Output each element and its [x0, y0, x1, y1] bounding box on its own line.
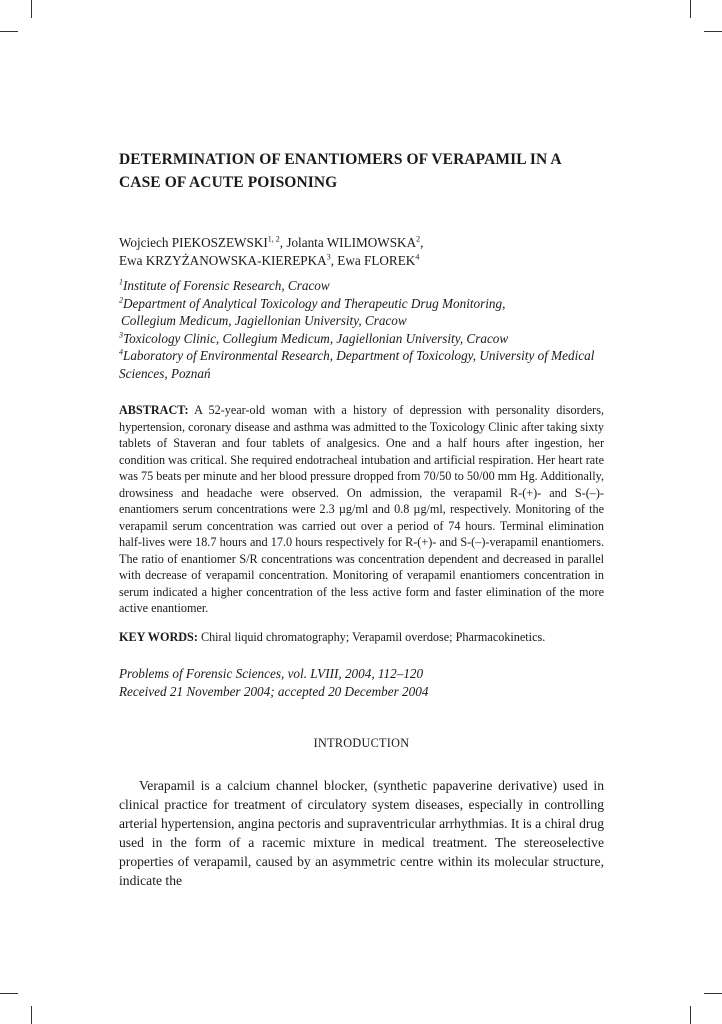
- crop-mark-bottom-left-vertical: [31, 1006, 32, 1024]
- citation: [119, 665, 604, 700]
- introduction-paragraph: Verapamil is a calcium channel blocker, (synthetic papaverine derivative) used in clinical practice for treatment of circulatory system diseases, especially in controlling arterial hypertension, angina pectoris and supraventricular arrhythmias. It is a chiral drug used in the form of a racemic mixture in medical treatment. The stereoselective properties of verapamil, caused by an asymmetric centre within its molecular structure, indicate the: [119, 778, 604, 888]
- section-heading-introduction: INTRODUCTION: [313, 736, 410, 750]
- crop-mark-bottom-left-horizontal: [0, 993, 18, 994]
- paper-title: DETERMINATION OF ENANTIOMERS OF VERAPAMIL IN A CASE OF ACUTE POISONING: [119, 151, 561, 191]
- abstract: [119, 402, 604, 617]
- author-affiliation-mark: 1, 2: [267, 234, 280, 244]
- crop-mark-bottom-right-vertical: [690, 1006, 691, 1024]
- received-dates: Received 21 November 2004; accepted 20 December 2004: [119, 683, 429, 699]
- crop-mark-bottom-right-horizontal: [704, 993, 722, 994]
- journal-reference: Problems of Forensic Sciences, vol. LVIII, 2004, 112–120: [119, 666, 424, 681]
- keywords: [119, 629, 604, 646]
- paper-page: [119, 148, 604, 904]
- author-affiliation-mark: 2: [416, 234, 421, 244]
- affiliation-continued: Collegium Medicum, Jagiellonian University, Cracow: [121, 313, 407, 328]
- keywords-text: Chiral liquid chromatography; Verapamil overdose; Pharmacokinetics.: [200, 629, 546, 644]
- author-affiliation-mark: 4: [415, 252, 420, 262]
- affiliation: $^1$Institute of Forensic Research, Cracow: [119, 277, 330, 293]
- author-name: Jolanta WILIMOWSKA: [286, 235, 417, 250]
- crop-mark-top-left-vertical: [31, 0, 32, 18]
- author-name: Ewa KRZYŻANOWSKA-KIEREPKA: [119, 253, 327, 268]
- crop-mark-top-left-horizontal: [0, 31, 18, 32]
- author-name: Ewa FLOREK: [337, 253, 416, 268]
- crop-mark-top-right-vertical: [690, 0, 691, 18]
- affiliation: $^2$Department of Analytical Toxicology and Therapeutic Drug Monitoring,: [119, 295, 506, 311]
- crop-mark-top-right-horizontal: [704, 31, 722, 32]
- abstract-label: ABSTRACT:: [119, 403, 189, 417]
- abstract-text: A 52-year-old woman with a history of depression with personality disorders, hypertension, coronary disease and asthma was admitted to the Toxicology Clinic after taking sixty tablets of Staveran and four tablets of analgesics. One and a half hours after ingestion, her condition was critical. She required endotracheal intubation and artificial respiration. Her heart rate was 75 beats per minute and her blood pressure dropped from 70/50 to 50/00 mm Hg. Additionally, drowsiness and headache were observed. On admission, the verapamil R-(+)- and S-(–)-enantiomers serum concentrations were 2.3 µg/ml and 0.8 µg/ml, respectively. Monitoring of the verapamil serum concentration was carried out over a period of 74 hours. Terminal elimination half-lives were 18.7 hours and 17.0 hours respectively for R-(+)- and S-(–)-verapamil enantiomers. The ratio of enantiomer S/R concentrations was concentration dependent and decreased in parallel with decrease of verapamil concentration. Monitoring of verapamil enantiomers concentration in serum indicated a higher concentration of the less active form and faster elimination of the more active enantiomer.: [119, 403, 605, 615]
- affiliation-list: [119, 277, 604, 382]
- author-list: Wojciech PIEKOSZEWSKI$^{1, 2}$, Jolanta WILIMOWSKA$^2$, Ewa KRZYŻANOWSKA-KIEREPKA$^3$, Ewa FLOREK$^4$: [119, 234, 424, 268]
- author-affiliation-mark: 3: [326, 252, 331, 262]
- author-name: Wojciech PIEKOSZEWSKI: [119, 235, 268, 250]
- affiliation: $^3$Toxicology Clinic, Collegium Medicum, Jagiellonian University, Cracow: [119, 330, 509, 346]
- keywords-label: KEY WORDS:: [119, 629, 198, 644]
- affiliation: $^4$Laboratory of Environmental Research, Department of Toxicology, University of Medical Sciences, Poznań: [119, 347, 595, 381]
